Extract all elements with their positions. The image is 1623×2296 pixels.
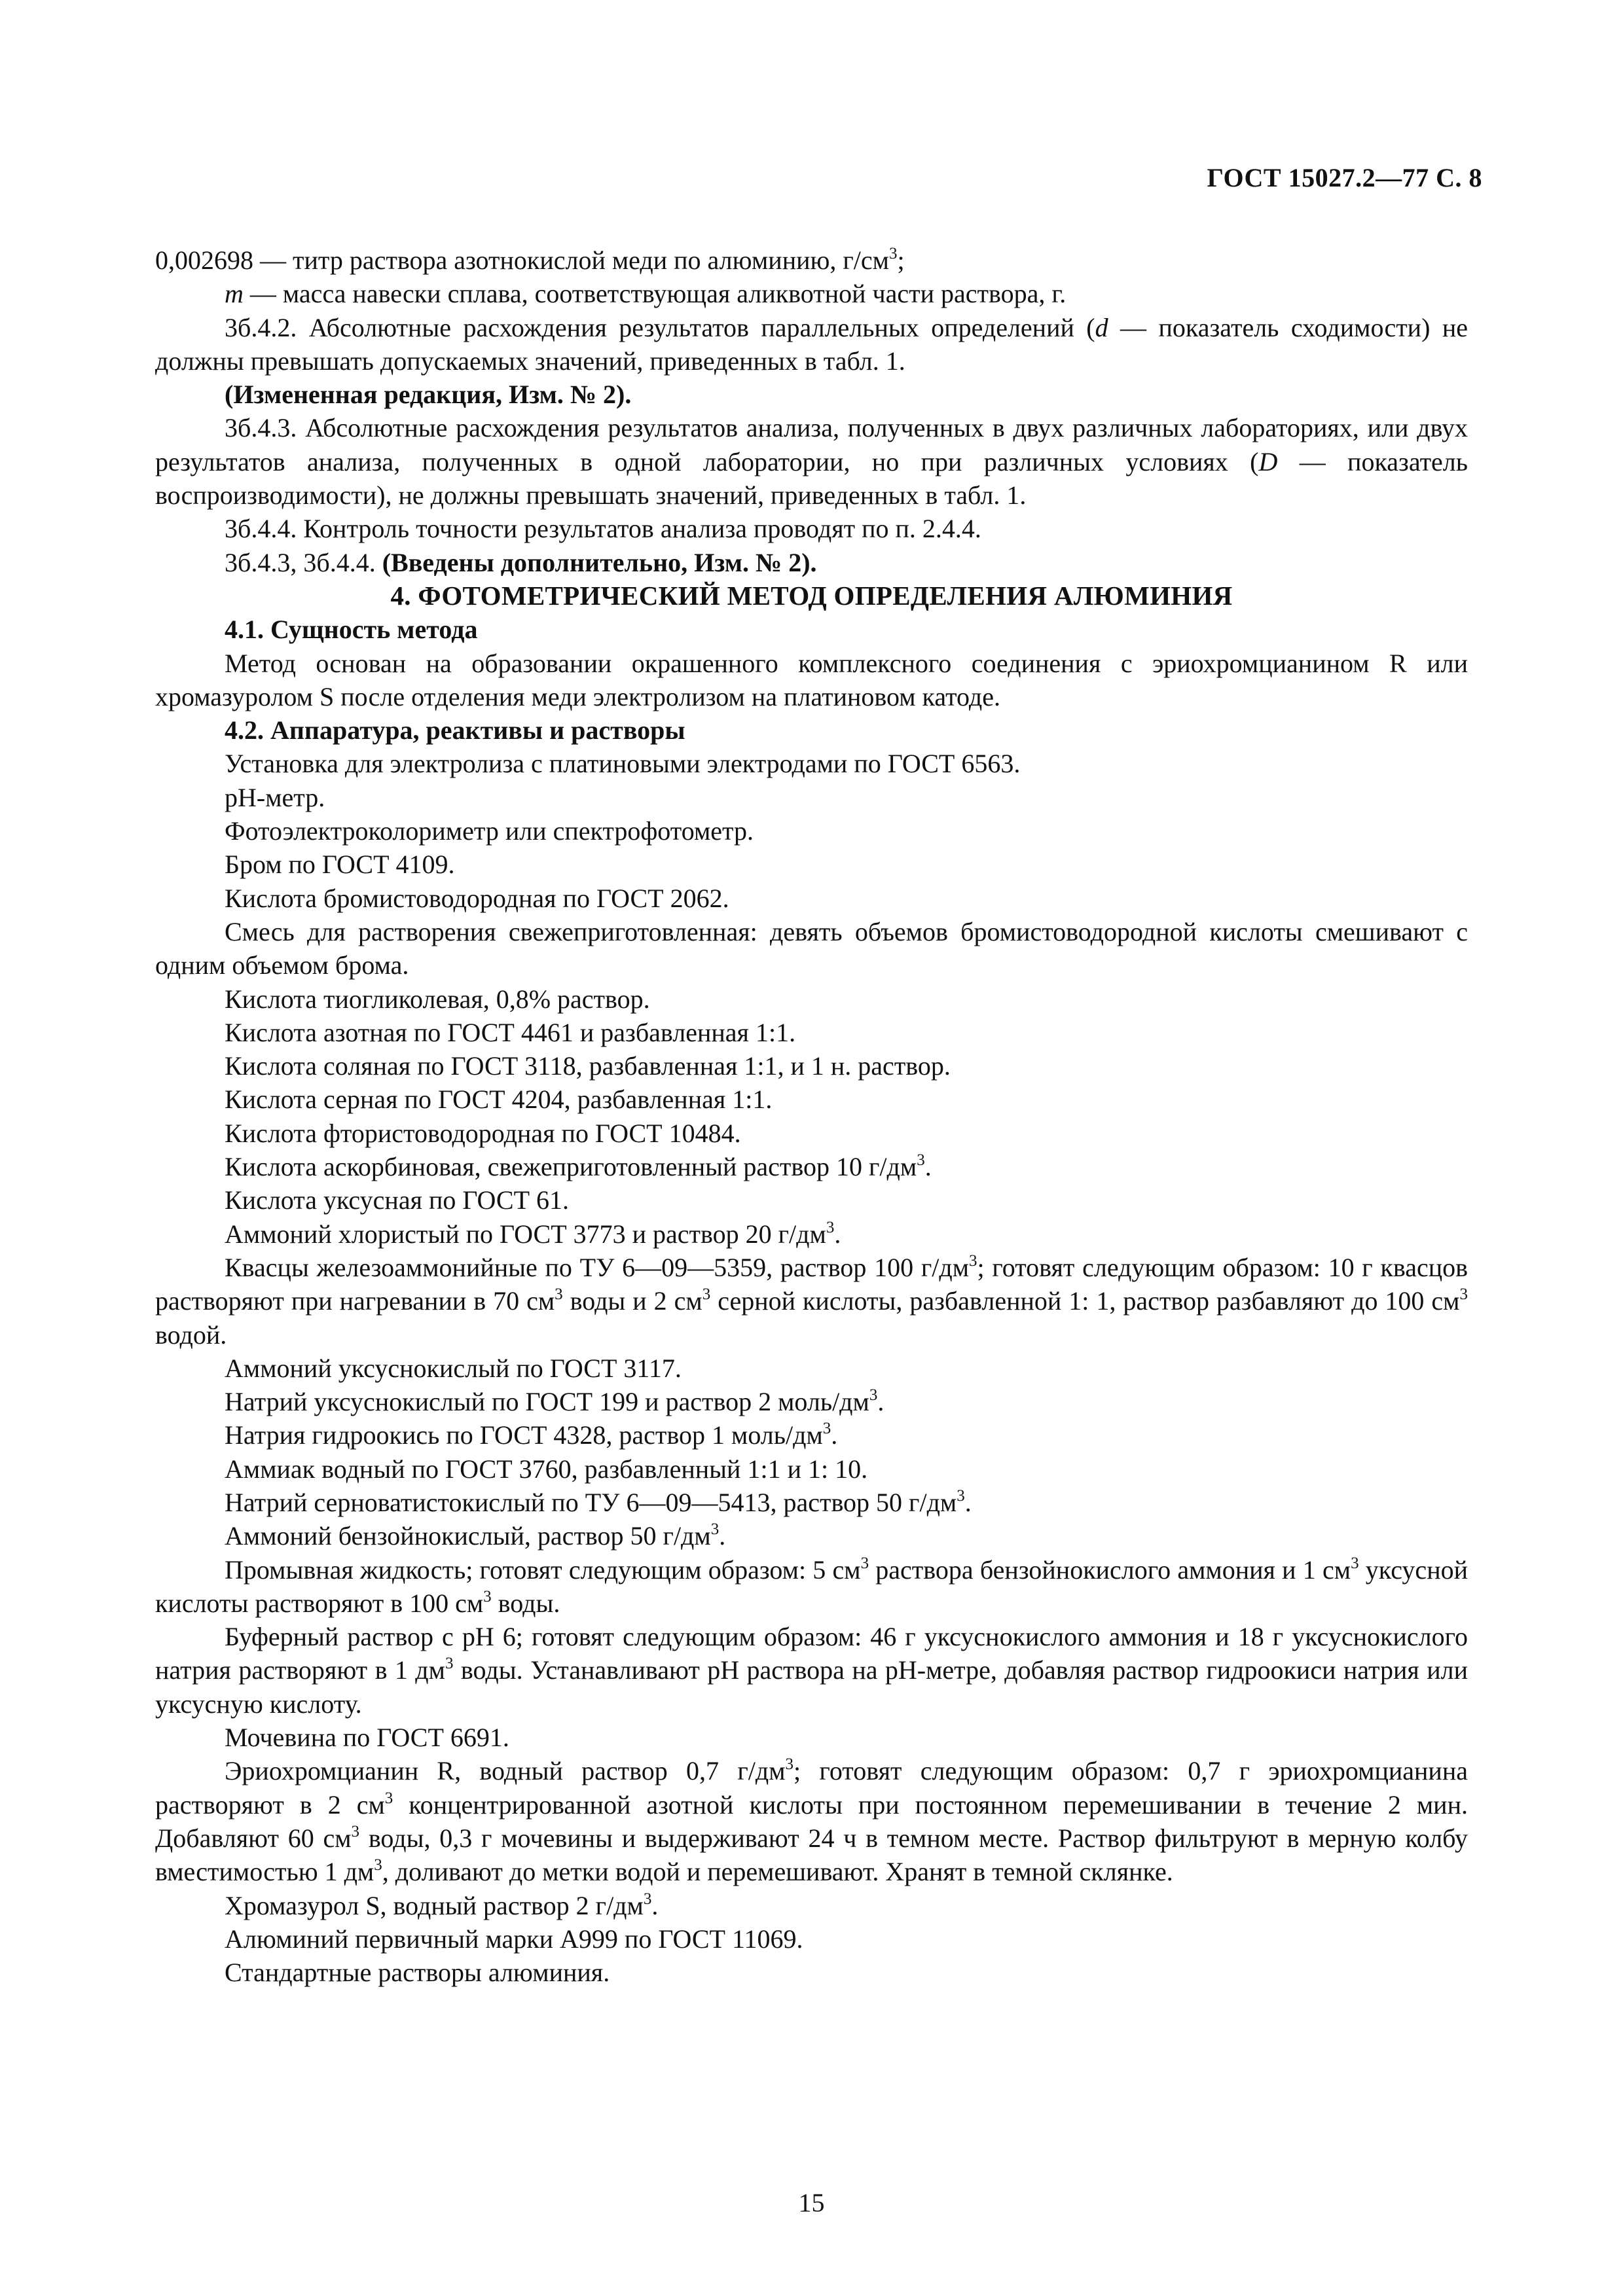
list-item: Аммоний бензойнокислый, раствор 50 $г/дм^3$. [225, 1520, 726, 1551]
list-item: pH-метр. [225, 782, 325, 812]
list-item: Натрий уксуснокислый по ГОСТ 199 и раствор 2 моль/$дм^3$. [225, 1386, 884, 1417]
list-item: Кислота фтористоводородная по ГОСТ 10484. [225, 1118, 741, 1148]
list-item: Эриохромцианин R, водный раствор 0,7 $г/дм^3$; готовят следующим образом: 0,7 г эриохромцианина растворяют в 2 $см^3$ концентрированной азотной кислоты при постоянном перемешивании в течение 2 мин. Добавляют 60 $см^3$ воды, 0,3 г мочевины и выдерживают 24 ч в темном месте. Раствор фильтруют в мерную колбу вместимостью 1 $дм^3$, доливают до метки водой и перемешивают. Хранят в темной склянке. [155, 1755, 1468, 1887]
titr-line: 0,002698 — титр раствора азотнокислой меди по алюминию, $г/см^3$; [155, 245, 905, 275]
paragraph-3b-4-2: 3б.4.2. Абсолютные расхождения результатов параллельных определений (d — показатель сходимости) не должны превышать допускаемых значений, приведенных в табл. 1. [155, 312, 1468, 376]
list-item: Хромазурол S, водный раствор 2 $г/дм^3$. [225, 1890, 659, 1920]
list-item: Натрия гидроокись по ГОСТ 4328, раствор 1 моль/$дм^3$. [225, 1420, 838, 1450]
list-item: Квасцы железоаммонийные по ТУ 6—09—5359, раствор 100 $г/дм^3$; готовят следующим образом: 10 г квасцов растворяют при нагревании в 70 $см^3$ воды и 2 $см^3$ серной кислоты, разбавленной 1: 1, раствор разбавляют до 100 $см^3$ водой. [155, 1251, 1468, 1350]
page-content [155, 243, 1468, 1989]
mass-definition: m — масса навески сплава, соответствующая аликвотной части раствора, г. [225, 279, 1067, 309]
list-item: Кислота бромистоводородная по ГОСТ 2062. [225, 883, 729, 913]
list-item: Алюминий первичный марки А999 по ГОСТ 11069. [225, 1924, 803, 1954]
method-essence: Метод основан на образовании окрашенного комплексного соединения с эриохромцианином R или хромазуролом S после отделения меди электролизом на платиновом катоде. [155, 648, 1468, 711]
list-item: Кислота соляная по ГОСТ 3118, разбавленная 1:1, и 1 н. раствор. [225, 1051, 951, 1081]
list-item: Буферный раствор с pH 6; готовят следующим образом: 46 г уксуснокислого аммония и 18 г уксуснокислого натрия растворяют в 1 $дм^3$ воды. Устанавливают pH раствора на pH-метре, добавляя раствор гидроокиси натрия или уксусную кислоту. [155, 1622, 1468, 1719]
list-item: Аммиак водный по ГОСТ 3760, разбавленный 1:1 и 1: 10. [225, 1454, 868, 1484]
running-header: ГОСТ 15027.2—77 С. 8 [1207, 163, 1482, 192]
list-item: Кислота азотная по ГОСТ 4461 и разбавленная 1:1. [225, 1017, 796, 1047]
paragraph-3b-4-3: 3б.4.3. Абсолютные расхождения результатов анализа, полученных в двух различных лабораториях, или двух результатов анализа, полученных в одной лаборатории, но при различных условиях (D — показатель воспроизводимости), не должны превышать значений, приведенных в табл. 1. [155, 413, 1468, 511]
list-item: Аммоний уксуснокислый по ГОСТ 3117. [225, 1353, 682, 1383]
list-item: Кислота серная по ГОСТ 4204, разбавленная 1:1. [225, 1085, 773, 1115]
list-item: Бром по ГОСТ 4109. [225, 850, 455, 880]
list-item: Кислота аскорбиновая, свежеприготовленный раствор 10 $г/дм^3$. [225, 1151, 932, 1182]
page-number: 15 [798, 2188, 825, 2217]
list-item: Промывная жидкость; готовят следующим образом: 5 $см^3$ раствора бензойнокислого аммония и 1 $см^3$ уксусной кислоты растворяют в 100 $см^3$ воды. [155, 1554, 1468, 1618]
amendment-note: (Измененная редакция, Изм. № 2). [225, 380, 632, 410]
subsection-heading: 4.1. Сущность метода [225, 615, 478, 645]
paragraph-3b-4-4: 3б.4.4. Контроль точности результатов анализа проводят по п. 2.4.4. [225, 514, 981, 544]
list-item: Смесь для растворения свежеприготовленная: девять объемов бромистоводородной кислоты смешивают с одним объемом брома. [155, 916, 1468, 980]
list-item: Стандартные растворы алюминия. [225, 1958, 610, 1988]
list-item: Мочевина по ГОСТ 6691. [225, 1723, 509, 1753]
subsection-heading: 4.2. Аппаратура, реактивы и растворы [225, 715, 685, 745]
section-title: 4. ФОТОМЕТРИЧЕСКИЙ МЕТОД ОПРЕДЕЛЕНИЯ АЛЮМИНИЯ [390, 580, 1233, 611]
list-item: Аммоний хлористый по ГОСТ 3773 и раствор 20 $г/дм^3$. [225, 1218, 841, 1249]
list-item: Кислота тиогликолевая, 0,8% раствор. [225, 984, 650, 1014]
list-item: Установка для электролиза с платиновыми электродами по ГОСТ 6563. [225, 749, 1021, 779]
amendment-note: 3б.4.3, 3б.4.4. (Введены дополнительно, Изм. № 2). [225, 547, 817, 577]
list-item: Кислота уксусная по ГОСТ 61. [225, 1185, 569, 1215]
list-item: Натрий серноватистокислый по ТУ 6—09—5413, раствор 50 $г/дм^3$. [225, 1486, 972, 1517]
list-item: Фотоэлектроколориметр или спектрофотометр. [225, 816, 754, 846]
